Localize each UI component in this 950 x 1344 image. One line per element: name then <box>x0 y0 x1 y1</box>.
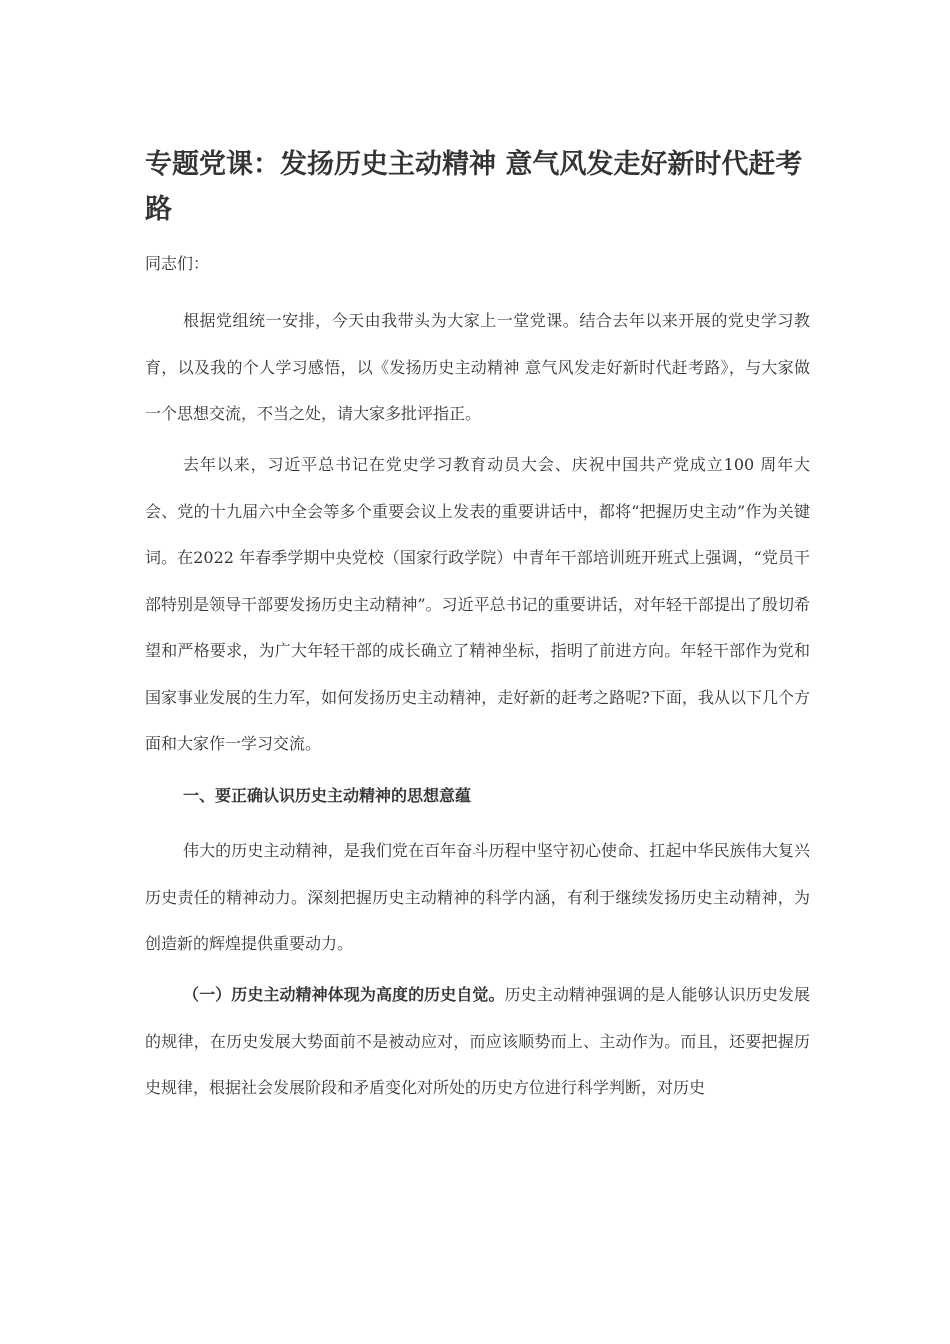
subsection-text: 历史主动精神强调的是人能够认识历史发展的规律，在历史发展大势面前不是被动应对，而应该顺势而上、主动作为。而且，还要把握历史规律，根据社会发展阶段和矛盾变化对所处的历史方位进行科学判断，对历史 <box>145 985 810 1097</box>
paragraph-background: 去年以来，习近平总书记在党史学习教育动员大会、庆祝中国共产党成立100 周年大会、党的十九届六中全会等多个重要会议上发表的重要讲话中，都将“把握历史主动”作为关键词。在2022 年春季学期中央党校（国家行政学院）中青年干部培训班开班式上强调，“党员干部特别是领导干部要发扬历史主动精神”。习近平总书记的重要讲话，对年轻干部提出了殷切希望和严格要求，为广大年轻干部的成长确立了精神坐标，指明了前进方向。年轻干部作为党和国家事业发展的生力军，如何发扬历史主动精神，走好新的赶考之路呢?下面，我从以下几个方面和大家作一学习交流。 <box>145 455 810 753</box>
salutation: 同志们： <box>145 254 210 273</box>
document-title: 专题党课：发扬历史主动精神 意气风发走好新时代赶考路 <box>145 149 803 225</box>
section-heading: 一、要正确认识历史主动精神的思想意蕴 <box>183 786 472 805</box>
paragraph-intro: 根据党组统一安排，今天由我带头为大家上一堂党课。结合去年以来开展的党史学习教育，以及我的个人学习感悟，以《发扬历史主动精神 意气风发走好新时代赶考路》，与大家做一个思想交流，不当之处，请大家多批评指正。 <box>145 311 810 423</box>
paragraph-section1: 伟大的历史主动精神，是我们党在百年奋斗历程中坚守初心使命、扛起中华民族伟大复兴历史责任的精神动力。深刻把握历史主动精神的科学内涵，有利于继续发扬历史主动精神，为创造新的辉煌提供重要动力。 <box>145 841 810 953</box>
subsection-lead: （一）历史主动精神体现为高度的历史自觉。 <box>183 985 505 1004</box>
paragraph-subsection1 <box>145 972 810 1112</box>
